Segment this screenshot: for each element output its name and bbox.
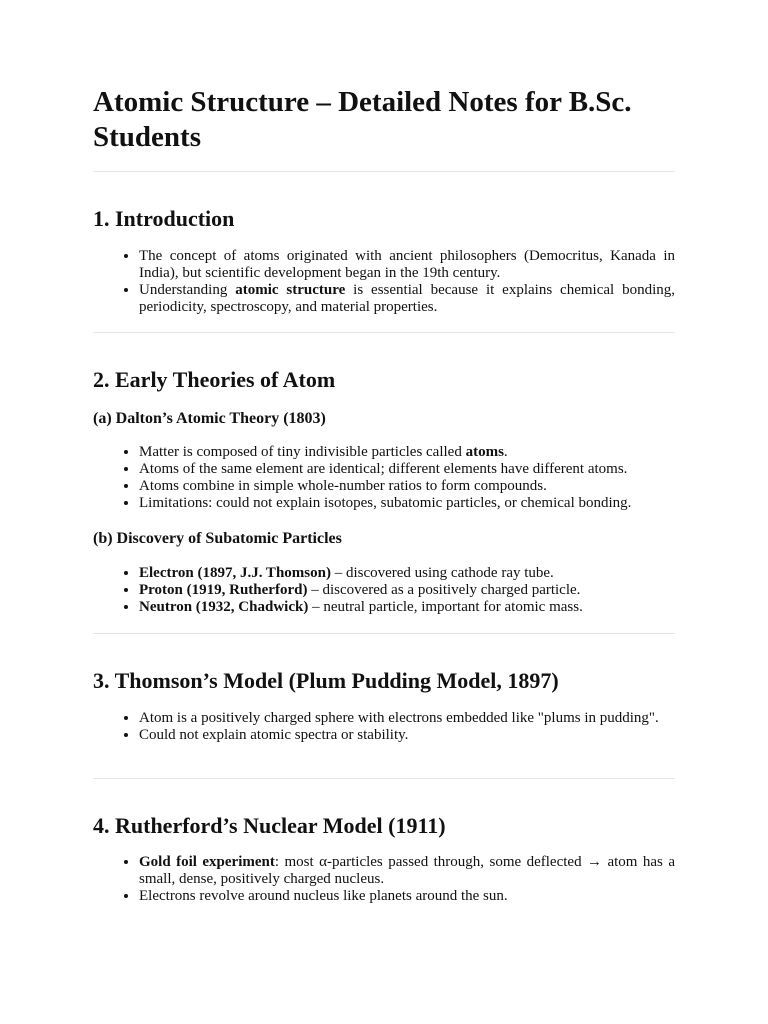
section-heading: 3. Thomson’s Model (Plum Pudding Model, 1897) [93, 668, 559, 693]
section-heading: 4. Rutherford’s Nuclear Model (1911) [93, 813, 446, 838]
divider [93, 633, 675, 634]
list-item [139, 599, 675, 616]
list-item [139, 478, 675, 495]
bullet-list [93, 854, 675, 905]
bold-text: Gold foil experiment [139, 854, 275, 870]
list-item [139, 727, 675, 744]
list-item [139, 282, 675, 316]
bold-text: atoms [465, 444, 504, 460]
bold-text: Electron (1897, J.J. Thomson) [139, 565, 331, 581]
item-text: Limitations: could not explain isotopes, subatomic particles, or chemical bonding. [139, 495, 632, 511]
document-title: Atomic Structure – Detailed Notes for B.Sc. Students [93, 86, 632, 153]
bullet-list [93, 248, 675, 316]
list-item [139, 582, 675, 599]
list-item [139, 248, 675, 282]
list-item [139, 495, 675, 512]
bold-text: Proton (1919, Rutherford) [139, 582, 308, 598]
divider [93, 778, 675, 779]
section-introduction [93, 206, 675, 316]
subsection-heading: (b) Discovery of Subatomic Particles [93, 530, 342, 547]
section-heading: 1. Introduction [93, 206, 235, 231]
item-text: Could not explain atomic spectra or stability. [139, 727, 409, 743]
item-text: Matter is composed of tiny indivisible particles called [139, 444, 466, 460]
item-text: – neutral particle, important for atomic mass. [308, 599, 583, 615]
bullet-list [93, 710, 675, 744]
bold-text: atomic structure [235, 282, 346, 298]
list-item [139, 444, 675, 461]
list-item [139, 565, 675, 582]
subsection-heading: (a) Dalton’s Atomic Theory (1803) [93, 410, 326, 427]
item-text: The concept of atoms originated with ancient philosophers (Democritus, Kanada in India), but scientific development began in the 19th century. [139, 248, 675, 281]
item-text: Atoms combine in simple whole-number ratios to form compounds. [139, 478, 547, 494]
bold-text: Neutron (1932, Chadwick) [139, 599, 309, 615]
document-title-block [93, 85, 675, 155]
item-text: is essential because it explains chemical bonding, periodicity, spectroscopy, and material properties. [139, 282, 675, 315]
list-item [139, 710, 675, 727]
divider [93, 171, 675, 172]
section-rutherford-model [93, 813, 675, 905]
list-item [139, 854, 675, 888]
section-early-theories [93, 367, 675, 616]
item-text: . [503, 444, 508, 460]
bullet-list [93, 444, 675, 512]
item-text: – discovered as a positively charged particle. [307, 582, 581, 598]
item-text: Atom is a positively charged sphere with electrons embedded like "plums in pudding". [139, 710, 659, 726]
list-item [139, 461, 675, 478]
item-text: : most α-particles passed through, some deflected → atom has a small, dense, positively charged nucleus. [139, 854, 675, 887]
item-text: Electrons revolve around nucleus like planets around the sun. [139, 888, 508, 904]
item-text: Understanding [139, 282, 236, 298]
list-item [139, 888, 675, 905]
section-heading: 2. Early Theories of Atom [93, 367, 336, 392]
bullet-list [93, 565, 675, 616]
item-text: – discovered using cathode ray tube. [330, 565, 554, 581]
divider [93, 332, 675, 333]
section-thomson-model [93, 668, 675, 744]
item-text: Atoms of the same element are identical; different elements have different atoms. [139, 461, 628, 477]
